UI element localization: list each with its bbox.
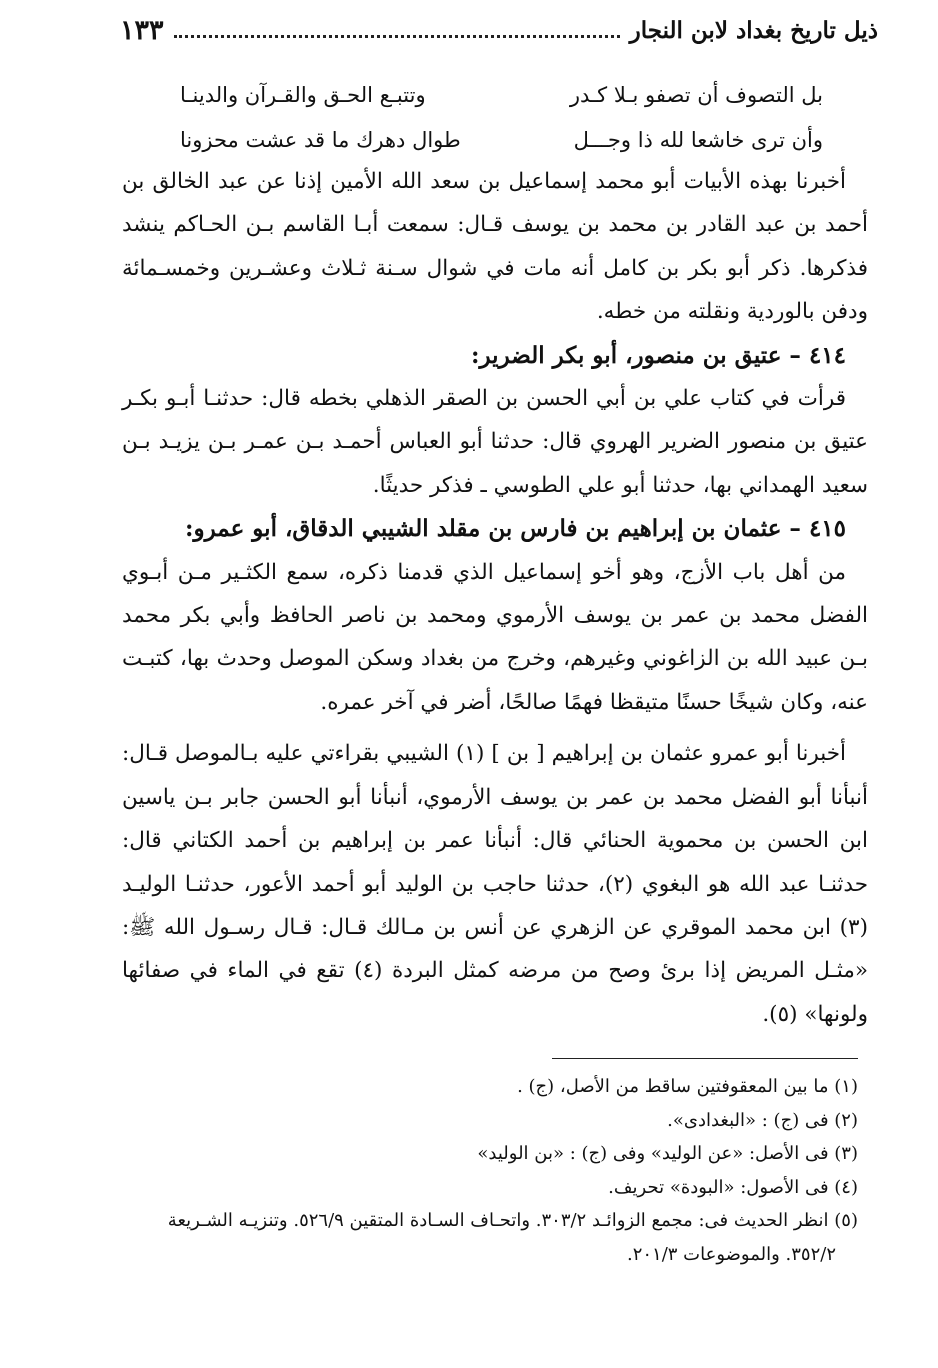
page-header xyxy=(120,10,878,50)
poem-first-hemistich: وأن ترى خاشعا لله ذا وجـــل xyxy=(573,127,823,152)
footnote: (٥) انظر الحديث فى: مجمع الزوائـد ٣٠٣/٢. واتحـاف السـادة المتقين ٥٢٦/٩. وتنزيـه الشـريعة xyxy=(167,1210,858,1231)
footnote: (٢) فى (ج) : «البغدادى». xyxy=(667,1109,858,1131)
paragraph-chain-of-transmission: أخبرنا بهذه الأبيات أبو محمد إسماعيل بن سعد الله الأمين إذنا عن عبد الخالق بن أحمد بن عبد القادر بن محمد بن يوسف قـال: سمعت أبـا القاسم بـن الحـاكم ينشد فذكرها. ذكر أبو بكر بن كامل أنه مات في شوال سـنة ثـلاث وعشـرين وخمسـمائة ودفن بالوردية ونقلته من خطه. xyxy=(122,169,868,325)
poem-first-hemistich: بل التصوف أن تصفو بـلا كـدر xyxy=(569,82,823,107)
poem-second-hemistich: وتتبـع الحـق والقـرآن والدينـا xyxy=(180,82,426,107)
main-text xyxy=(122,160,868,1036)
paragraph-entry-415-hadith: أخبرنا أبو عمرو عثمان بن إبراهيم [ بن ] (١) الشيبي بقراءتي عليه بـالموصل قـال: أنبأنا أبو الفضل محمد بن عمر بن يوسف الأرموي، أنبأنا أبو الحسن جابر بـن ياسين ابن الحسن بن محموية الحنائي قال: أنبأنا عمر بن إبراهيم بن أحمد الكتاني قال: حدثنـا عبد الله هو البغوي (٢)، حدثنا حاجب بن الوليد أبو أحمد الأعور، حدثنـا الوليـد (٣) ابن محمد الموقري عن الزهري عن أنس بن مـالك قـال: قـال رسـول الله ﷺ: «مثـل المريض إذا برئ وصح من مرضه كمثل البردة (٤) تقع في الماء في صفائها ولونها» (٥). xyxy=(122,741,868,1027)
footnote-continuation: ٣٥٢/٢. والموضوعات ٢٠١/٣. xyxy=(626,1243,836,1265)
entry-heading-414: ٤١٤ – عتيق بن منصور، أبو بكر الضرير: xyxy=(470,341,846,369)
poem-line xyxy=(180,72,823,117)
header-leader-dots xyxy=(174,35,620,38)
poem-line xyxy=(180,117,823,162)
footnote: (١) ما بين المعقوفتين ساقط من الأصل، (ج) . xyxy=(517,1076,858,1097)
page-number: ١٣٣ xyxy=(120,14,164,46)
poem-verses xyxy=(180,72,823,162)
footnote-separator xyxy=(552,1058,858,1059)
footnotes xyxy=(125,1070,858,1271)
running-title: ذيل تاريخ بغداد لابن النجار xyxy=(629,16,878,44)
footnote: (٣) فى الأصل: «عن الوليد» وفى (ج) : «بن الوليد» xyxy=(477,1143,858,1164)
entry-heading-415: ٤١٥ – عثمان بن إبراهيم بن فارس بن مقلد الشيبي الدقاق، أبو عمرو: xyxy=(184,515,846,543)
footnote: (٤) فى الأصول: «البودة» تحريف. xyxy=(608,1176,858,1198)
paragraph-entry-415-bio: من أهل باب الأزج، وهو أخو إسماعيل الذي قدمنا ذكره، سمع الكثـير مـن أبـوي الفضل محمد بن عمر بن يوسف الأرموي ومحمد بن ناصر الحافظ وأبي بكر محمد بـن عبيد الله بن الزاغوني وغيرهم، وخرج من بغداد وسكن الموصل وحدث بها، كتبـت عنه، وكان شيخًا حسنًا متيقظا فهمًا صالحًا، أضر في آخر عمره. xyxy=(122,559,868,715)
paragraph-entry-414: قرأت في كتاب علي بن أبي الحسن بن الصقر الذهلي بخطه قال: حدثنـا أبـو بكـر عتيق بن منصور الضرير الهروي قال: حدثنا أبو العباس أحمـد بـن عمـر بـن يزيـد بـن سعيد الهمداني بها، حدثنا أبو علي الطوسي ـ فذكر حديثًا. xyxy=(122,386,868,498)
poem-second-hemistich: طوال دهرك ما قد عشت محزونا xyxy=(180,127,461,152)
